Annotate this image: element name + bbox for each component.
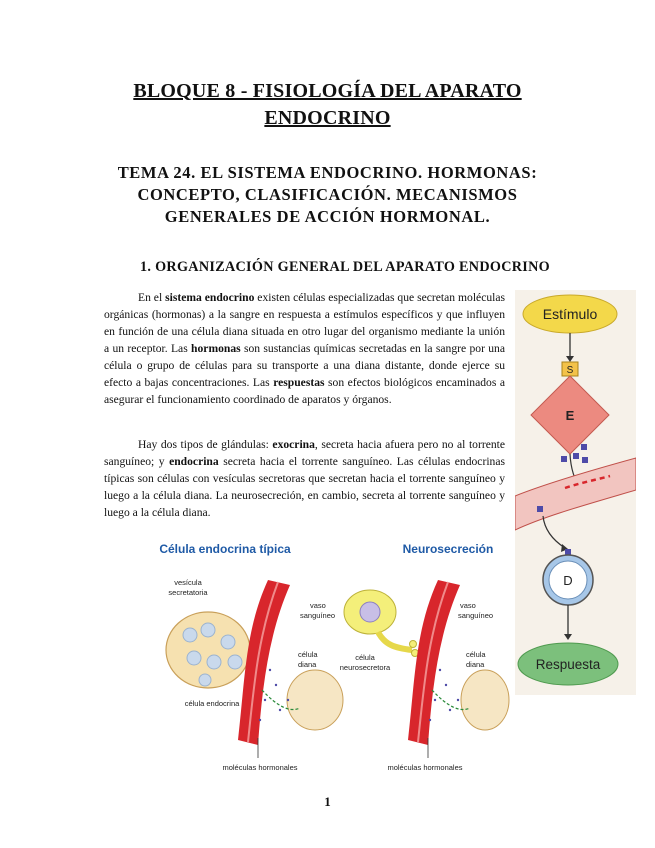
stimulus-label: Estímulo bbox=[542, 306, 598, 322]
page-number: 1 bbox=[324, 794, 331, 809]
block-title-line1: BLOQUE 8 - FISIOLOGÍA DEL APARATO bbox=[133, 80, 522, 102]
target-cell-left bbox=[287, 670, 343, 730]
neuro-label-line1: célula bbox=[355, 653, 375, 662]
molecule bbox=[573, 453, 579, 459]
molecule bbox=[561, 456, 567, 462]
endocrine-cell-label: célula endocrina bbox=[184, 699, 240, 708]
molecule bbox=[537, 506, 543, 512]
molecule bbox=[565, 549, 571, 555]
p1-bold-sistema-endocrino: sistema endocrino bbox=[165, 291, 255, 304]
endocrine-vs-neurosecretion-figure bbox=[150, 540, 510, 775]
effector-label: E bbox=[565, 408, 575, 423]
target-label: D bbox=[563, 573, 573, 588]
tema-title-line3: GENERALES DE ACCIÓN HORMONAL. bbox=[164, 207, 491, 226]
tema-title-line1: TEMA 24. EL SISTEMA ENDOCRINO. HORMONAS: bbox=[117, 163, 538, 182]
vesicle-label-line1: vesícula bbox=[174, 578, 202, 587]
endocrine-reflex-flowchart bbox=[515, 290, 636, 695]
p2-bold-endocrina: endocrina bbox=[169, 455, 219, 468]
vessel-label-right-line2: sanguíneo bbox=[458, 611, 494, 620]
vesicle bbox=[187, 651, 201, 665]
p1-text-3: son sustancias químicas secretadas en la sangre por una célula o grupo de células para su transporte a una diana distante, donde ejerce su efecto a bajas concentraciones. Las bbox=[104, 342, 506, 389]
molecule bbox=[582, 457, 588, 463]
tema-title bbox=[80, 162, 575, 228]
p1-bold-respuestas: respuestas bbox=[273, 376, 325, 389]
response-label: Respuesta bbox=[535, 657, 601, 672]
sensor-label: S bbox=[566, 365, 574, 376]
vesicle bbox=[201, 623, 215, 637]
right-panel-title: Neurosecreción bbox=[402, 542, 494, 556]
section-title: 1. ORGANIZACIÓN GENERAL DEL APARATO ENDOCRINO bbox=[139, 259, 550, 275]
p2-text-3: secreta hacia el torrente sanguíneo. Las células endocrinas típicas son células con vesículas secretoras que secretan hacia el torrente sanguíneo y luego a la célula diana. La neurosecreción, en cambio, secreta al torrente sanguíneo y luego a la célula diana. bbox=[104, 455, 505, 519]
axon bbox=[378, 632, 412, 650]
p2-text-1: Hay dos tipos de glándulas: bbox=[138, 438, 273, 451]
vessel-label-left-line1: vaso bbox=[310, 601, 326, 610]
molecule bbox=[581, 444, 587, 450]
vesicle bbox=[199, 674, 211, 686]
p1-text-2: existen células especializadas que secretan moléculas orgánicas (hormonas) a la sangre en respuesta a estímulos específicos y que influyen en función de una célula diana situada en otro lugar del organismo mediante la unión a un receptor. Las bbox=[104, 291, 506, 355]
target-label-left-line1: célula bbox=[298, 650, 318, 659]
blood-vessel-right bbox=[408, 580, 460, 745]
target-label-right-line1: célula bbox=[466, 650, 486, 659]
left-panel-title: Célula endocrina típica bbox=[159, 542, 291, 556]
p1-text-4: son efectos biológicos encaminados a asegurar el funcionamiento coordinado de aparatos y órganos. bbox=[104, 376, 506, 406]
vessel-label-left-line2: sanguíneo bbox=[300, 611, 336, 620]
vesicle bbox=[221, 635, 235, 649]
hormonal-molecules-left: moléculas hormonales bbox=[222, 763, 298, 772]
neurosecretory-nucleus bbox=[360, 602, 380, 622]
vesicle bbox=[207, 655, 221, 669]
vesicle-label-line2: secretatoria bbox=[168, 588, 208, 597]
vesicle bbox=[228, 655, 242, 669]
vessel-label-right-line1: vaso bbox=[460, 601, 476, 610]
tema-title-line2: CONCEPTO, CLASIFICACIÓN. MECANISMOS bbox=[137, 185, 518, 204]
paragraph-gland-types bbox=[104, 436, 505, 521]
p2-text-2: , secreta hacia afuera pero no al torrente sanguíneo; y bbox=[104, 438, 506, 468]
vesicle bbox=[183, 628, 197, 642]
p1-text-1: En el bbox=[138, 291, 166, 304]
hormonal-molecules-right: moléculas hormonales bbox=[387, 763, 463, 772]
neuro-label-line2: neurosecretora bbox=[339, 663, 391, 672]
paragraph-endocrine-system bbox=[104, 289, 505, 408]
block-title bbox=[60, 78, 595, 132]
p2-bold-exocrina: exocrina bbox=[272, 438, 315, 451]
target-cell-right bbox=[461, 670, 509, 730]
block-title-line2: ENDOCRINO bbox=[264, 107, 391, 129]
target-label-right-line2: diana bbox=[466, 660, 485, 669]
p1-bold-hormonas: hormonas bbox=[191, 342, 241, 355]
target-label-left-line2: diana bbox=[298, 660, 317, 669]
